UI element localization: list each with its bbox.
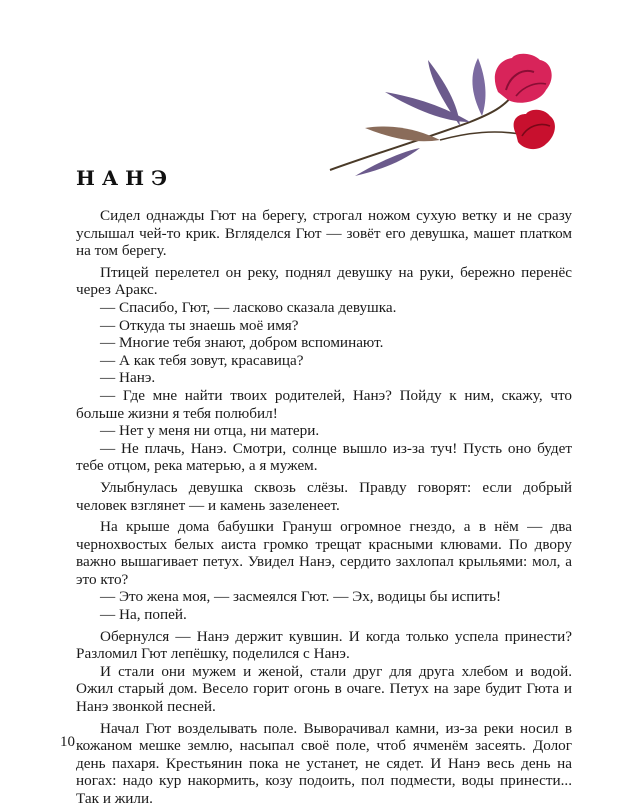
paragraph: — Где мне найти твоих родителей, Нанэ? Пойду к ним, скажу, что больше жизни я тебя полюбил! [76,386,572,422]
paragraph: Начал Гют возделывать поле. Выворачивал камни, из-за реки носил в кожаном мешке землю, насыпал своё поле, чтоб ячменём засеять. Долог день пахаря. Крестьянин пока не устанет, не сядет. И Нанэ весь день на ногах: надо кур накормить, козу подоить, пол подмести, воды принести... Так и жили. [76,719,572,807]
paragraph: — Не плачь, Нанэ. Смотри, солнце вышло из-за туч! Пусть оно будет тебе отцом, река матерью, а я мужем. [76,439,572,475]
story-title: НАНЭ [76,166,174,190]
paragraph: Обернулся — Нанэ держит кувшин. И когда только успела принести? Разломил Гют лепёшку, поделился с Нанэ. [76,627,572,663]
paragraph: — Спасибо, Гют, — ласково сказала девушка. [100,298,397,316]
paragraph: — Нанэ. [100,369,156,387]
paragraph: — На, попей. [100,606,187,624]
paragraph: На крыше дома бабушки Грануш огромное гнездо, а в нём — два чернохвостых белых аиста громко трещат красными клювами. По двору важно вышагивает петух. Увидел Нанэ, сердито захлопал крыльями: мол, а это кто? [76,518,572,588]
paragraph: Птицей перелетел он реку, поднял девушку на руки, бережно перенёс через Аракс. [76,263,572,299]
paragraph: — Это жена моя, — засмеялся Гют. — Эх, водицы бы испить! [100,588,502,606]
paragraph: Сидел однажды Гют на берегу, строгал ножом сухую ветку и не сразу услышал чей-то крик. Вгляделся Гют — зовёт его девушка, машет платком на том берегу. [76,207,572,260]
paragraph: И стали они мужем и женой, стали друг для друга хлебом и водой. Ожил старый дом. Весело горит огонь в очаге. Петух на заре будит Гюта и Нанэ звонкой песней. [76,662,572,716]
page-number: 10 [60,734,75,750]
story-text [76,207,572,808]
paragraph: — А как тебя зовут, красавица? [100,351,304,369]
flower-branch-illustration [320,52,560,180]
paragraph: Улыбнулась девушка сквозь слёзы. Правду говорят: если добрый человек взглянет — и камень зазеленеет. [76,478,572,514]
paragraph: — Нет у меня ни отца, ни матери. [100,422,320,440]
paragraph: — Многие тебя знают, добром вспоминают. [100,334,384,352]
paragraph: — Откуда ты знаешь моё имя? [100,316,299,334]
